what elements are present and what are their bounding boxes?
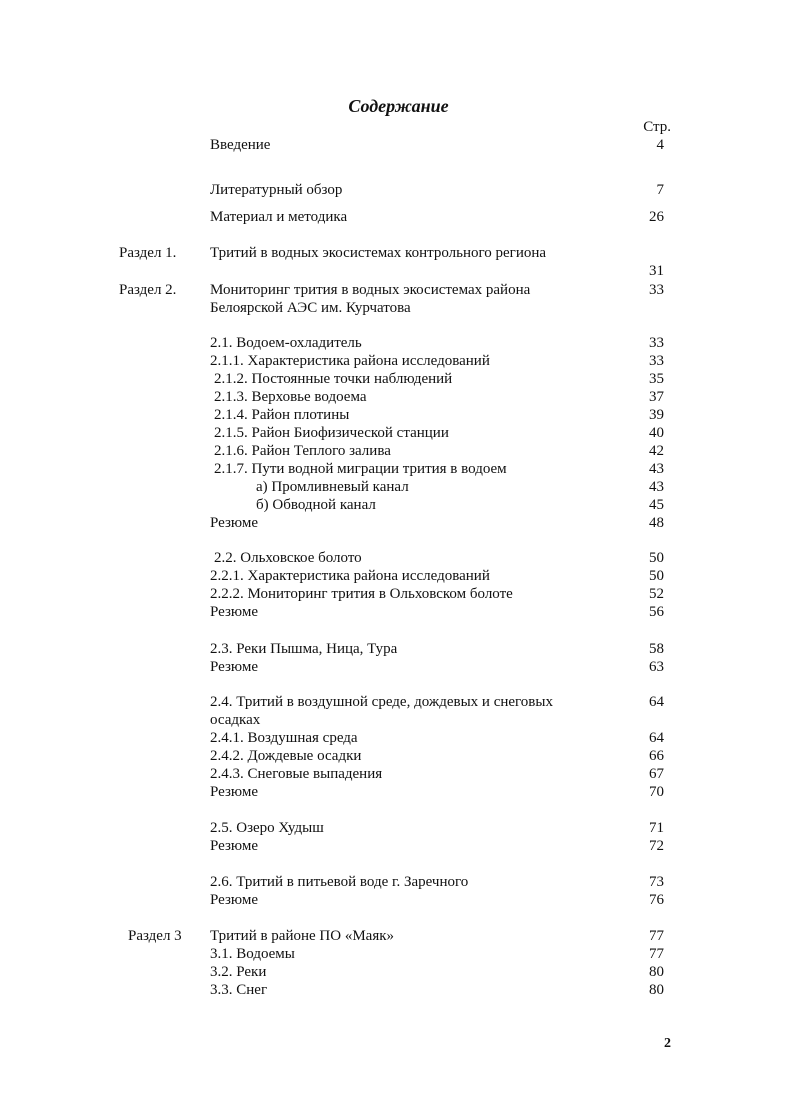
- toc-entry-page: 70: [649, 784, 664, 800]
- toc-entry-page: 80: [649, 964, 664, 980]
- toc-section-label: Раздел 2.: [119, 282, 177, 298]
- toc-entry-page: 33: [649, 353, 664, 369]
- toc-entry-page: 48: [649, 515, 664, 531]
- toc-entry-text: 2.1.4. Район плотины: [214, 407, 350, 423]
- toc-entry-page: 33: [649, 282, 664, 298]
- toc-entry-page: 66: [649, 748, 664, 764]
- toc-entry-text-continued: Белоярской АЭС им. Курчатова: [210, 300, 411, 316]
- toc-entry-page: 26: [649, 209, 664, 225]
- toc-entry-page: 67: [649, 766, 664, 782]
- page-number: 2: [664, 1036, 671, 1051]
- toc-entry-text: 2.2.1. Характеристика района исследований: [210, 568, 490, 584]
- toc-entry-text: Резюме: [210, 838, 259, 854]
- toc-entry-text: 2.3. Реки Пышма, Ница, Тура: [210, 641, 398, 657]
- toc-entry-text: Введение: [210, 137, 271, 153]
- toc-entry-text: 3.3. Снег: [210, 982, 268, 998]
- toc-entry-text: Тритий в водных экосистемах контрольного региона: [210, 245, 547, 261]
- toc-entry-text: 2.4. Тритий в воздушной среде, дождевых и снеговых: [210, 694, 553, 710]
- toc-entry-page: 50: [649, 568, 664, 584]
- toc-section-label: Раздел 3: [128, 928, 182, 944]
- toc-entry-text: 2.1.7. Пути водной миграции трития в водоем: [214, 461, 507, 477]
- toc-entry-text: Резюме: [210, 659, 259, 675]
- toc-entry-text: 2.4.3. Снеговые выпадения: [210, 766, 383, 782]
- toc-entry-text: а) Промливневый канал: [256, 479, 409, 495]
- toc-entry-text: 3.1. Водоемы: [210, 946, 295, 962]
- toc-entry-text: Резюме: [210, 784, 259, 800]
- toc-entry-text: 2.1.2. Постоянные точки наблюдений: [214, 371, 453, 387]
- toc-entry-page: 77: [649, 928, 664, 944]
- toc-entry-page: 37: [649, 389, 664, 405]
- toc-entry-page: 31: [649, 263, 664, 279]
- toc-entry-page: 63: [649, 659, 664, 675]
- toc-entry-page: 80: [649, 982, 664, 998]
- toc-entry-text: Резюме: [210, 515, 259, 531]
- toc-entry-page: 52: [649, 586, 664, 602]
- toc-entry-page: 43: [649, 461, 664, 477]
- toc-entry-page: 39: [649, 407, 664, 423]
- toc-entry-page: 40: [649, 425, 664, 441]
- toc-entry-text: 3.2. Реки: [210, 964, 267, 980]
- toc-entry-page: 64: [649, 730, 664, 746]
- toc-entry-page: 56: [649, 604, 664, 620]
- toc-entry-page: 35: [649, 371, 664, 387]
- toc-entry-text: 2.1.1. Характеристика района исследований: [210, 353, 490, 369]
- toc-entry-page: 58: [649, 641, 664, 657]
- toc-entry-text: 2.6. Тритий в питьевой воде г. Заречного: [210, 874, 469, 890]
- toc-entry-page: 45: [649, 497, 664, 513]
- toc-entry-text: б) Обводной канал: [256, 497, 376, 513]
- toc-entry-text-continued: осадках: [210, 712, 261, 728]
- toc-entry-page: 72: [649, 838, 664, 854]
- toc-section-label: Раздел 1.: [119, 245, 177, 261]
- toc-entry-page: 64: [649, 694, 664, 710]
- toc-entry-text: Тритий в районе ПО «Маяк»: [210, 928, 395, 944]
- toc-entry-text: Материал и методика: [210, 209, 348, 225]
- toc-entry-text: 2.4.1. Воздушная среда: [210, 730, 358, 746]
- toc-entry-text: Резюме: [210, 604, 259, 620]
- toc-entry-text: Резюме: [210, 892, 259, 908]
- toc-entry-page: 33: [649, 335, 664, 351]
- toc-entry-text: 2.4.2. Дождевые осадки: [210, 748, 362, 764]
- toc-entry-page: 43: [649, 479, 664, 495]
- toc-entry-text: 2.1.3. Верховье водоема: [214, 389, 367, 405]
- toc-entry-text: 2.1. Водоем-охладитель: [210, 335, 362, 351]
- toc-entry-page: 50: [649, 550, 664, 566]
- toc-entry-text: Мониторинг трития в водных экосистемах района: [210, 282, 531, 298]
- toc-entry-page: 73: [649, 874, 664, 890]
- toc-entry-page: 7: [656, 182, 664, 198]
- page-title: Содержание: [348, 96, 449, 116]
- page-column-header: Стр.: [643, 119, 671, 135]
- toc-entry-text: Литературный обзор: [210, 182, 343, 198]
- toc-entry-page: 42: [649, 443, 664, 459]
- toc-entry-text: 2.5. Озеро Худыш: [210, 820, 324, 836]
- toc-entry-text: 2.1.6. Район Теплого залива: [214, 443, 391, 459]
- toc-entry-page: 4: [656, 137, 664, 153]
- toc-entry-page: 77: [649, 946, 664, 962]
- toc-entry-page: 76: [649, 892, 664, 908]
- toc-entry-page: 71: [649, 820, 664, 836]
- toc-entry-text: 2.2.2. Мониторинг трития в Ольховском болоте: [210, 586, 513, 602]
- toc-entry-text: 2.2. Ольховское болото: [214, 550, 362, 566]
- toc-entry-text: 2.1.5. Район Биофизической станции: [214, 425, 449, 441]
